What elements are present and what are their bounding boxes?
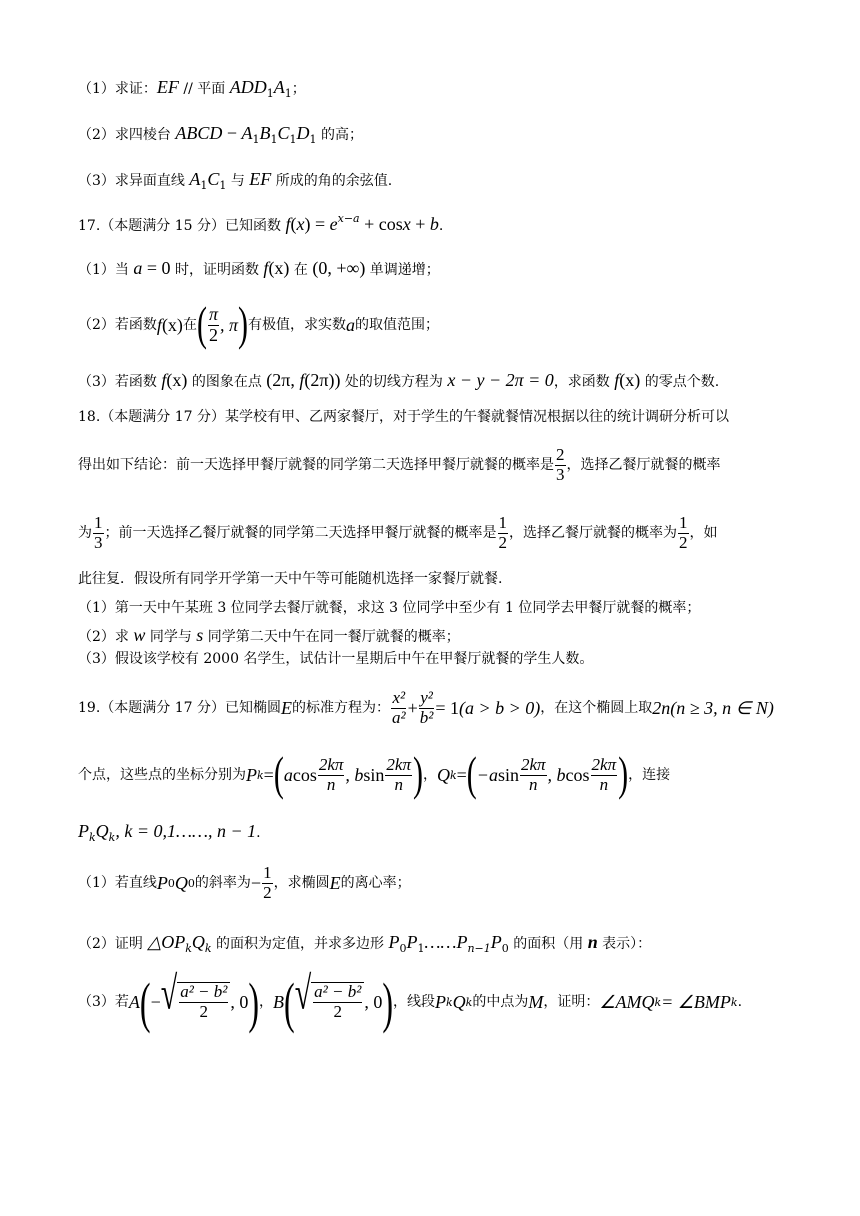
denominator: 2 — [208, 324, 218, 345]
math: f — [161, 370, 167, 390]
math: (2π, — [266, 370, 300, 390]
subscript: k — [449, 768, 457, 782]
text: 与 — [226, 173, 250, 189]
q19-part3 — [78, 968, 743, 1034]
math: (n ≥ 3, n ∈ N) — [670, 698, 774, 718]
text: 为 — [78, 525, 92, 541]
fraction — [391, 689, 407, 727]
denominator: 2 — [263, 882, 272, 902]
subscript: 1 — [284, 87, 292, 100]
fraction — [520, 756, 547, 794]
subscript: 1 — [270, 133, 278, 146]
math: = — [263, 765, 274, 785]
text: （1）第一天中午某班 3 位同学去餐厅就餐，求这 3 位同学中至少有 1 位同学去甲餐厅就餐的概率； — [78, 600, 701, 616]
subscript: k — [108, 831, 116, 844]
math: P — [156, 873, 168, 893]
subscript: 1 — [252, 133, 260, 146]
math: Q — [436, 765, 450, 785]
math: = ∠BMP — [661, 992, 731, 1012]
subscript: 1 — [200, 179, 208, 192]
math: n — [587, 932, 598, 952]
subscript: 1 — [219, 179, 227, 192]
math: EF — [156, 77, 179, 97]
numerator: π — [208, 303, 218, 324]
text: 个点，这些点的坐标分别为 — [78, 767, 246, 783]
math: ……P — [424, 932, 468, 952]
denominator: 3 — [556, 464, 565, 484]
math: (x) — [161, 315, 183, 335]
right-paren: ) — [248, 970, 260, 1034]
math: A — [241, 123, 253, 143]
text: （3）求异面直线 — [78, 173, 190, 189]
text: 有极值，求实数 — [248, 317, 346, 333]
denominator: a² — [391, 707, 406, 727]
left-paren: ( — [284, 970, 295, 1034]
text: ，在这个椭圆上取 — [540, 700, 653, 716]
subscript: k — [730, 995, 738, 1009]
denominator: 3 — [94, 532, 103, 552]
math: ) — [304, 214, 311, 234]
math: 2n — [652, 698, 671, 718]
text: ， — [422, 767, 437, 783]
q19-stem-line3 — [78, 822, 261, 843]
math: P — [246, 765, 257, 785]
math: , b — [345, 765, 364, 785]
math: a — [283, 765, 293, 785]
fraction — [313, 983, 362, 1021]
numerator: 1 — [94, 512, 103, 532]
text: 单调递增； — [365, 262, 440, 278]
math: P — [434, 992, 446, 1012]
q18-part2 — [78, 626, 460, 644]
subscript: k — [204, 942, 212, 955]
text: （3）若函数 — [78, 374, 162, 390]
fraction — [419, 689, 435, 727]
numerator: 1 — [263, 862, 272, 882]
text: ，如 — [689, 525, 718, 541]
right-paren: ) — [412, 747, 423, 801]
text: （1）当 — [78, 262, 134, 278]
math: sin — [497, 765, 519, 785]
math: P — [388, 932, 400, 952]
math: x — [296, 214, 305, 234]
text: 同学第二天中午在同一餐厅就餐的概率； — [203, 629, 460, 645]
math: w — [133, 625, 146, 645]
math: f — [156, 315, 162, 335]
text: ，连接 — [628, 767, 671, 783]
math: , π — [219, 315, 238, 335]
math: f — [263, 258, 269, 278]
math: e — [329, 214, 338, 234]
subscript: 0 — [399, 942, 407, 955]
math: f — [285, 214, 291, 234]
math: s — [196, 625, 204, 645]
math: f — [614, 370, 620, 390]
math: (a > b > 0) — [459, 698, 541, 718]
math: A — [128, 992, 140, 1012]
math: cos — [292, 765, 317, 785]
math: (0, +∞) — [312, 258, 366, 278]
text: 时，证明函数 — [170, 262, 264, 278]
text: ； — [291, 81, 306, 97]
math: + — [410, 214, 430, 234]
math: A — [189, 169, 201, 189]
square-root — [294, 968, 365, 1021]
math: = — [310, 214, 330, 234]
text: 得出如下结论：前一天选择甲餐厅就餐的同学第二天选择甲餐厅就餐的概率是 — [78, 457, 554, 473]
math: D — [296, 123, 310, 143]
q18-stem-line2 — [78, 443, 721, 487]
subscript: k — [654, 995, 662, 1009]
text: . — [737, 994, 743, 1010]
right-paren: ) — [382, 970, 393, 1034]
text: （3）假设该学校有 2000 名学生，试估计一星期后中午在甲餐厅就餐的学生人数。 — [78, 651, 594, 667]
text: 的中点为 — [472, 994, 529, 1010]
denominator: n — [394, 774, 403, 794]
text: ， — [259, 994, 274, 1010]
math: ADD — [229, 77, 267, 97]
q19-part2 — [78, 933, 651, 954]
math: , 0 — [230, 992, 249, 1012]
text: 的标准方程为： — [291, 700, 390, 716]
text: ，线段 — [392, 994, 435, 1010]
subscript: 1 — [417, 942, 425, 955]
left-paren: ( — [139, 970, 151, 1034]
math: = — [456, 765, 467, 785]
subscript: n−1 — [467, 942, 491, 955]
denominator: n — [529, 774, 538, 794]
text: 19.（本题满分 17 分）已知椭圆 — [78, 700, 281, 716]
q16-part2 — [78, 124, 363, 145]
math: EF — [249, 169, 272, 189]
text: （2）求 — [78, 629, 134, 645]
numerator: 2 — [556, 444, 565, 464]
math: Q — [95, 821, 109, 841]
text: 在 — [182, 317, 197, 333]
q18-stem-line1 — [78, 410, 729, 424]
denominator: 2 — [199, 1002, 209, 1021]
text: 此往复．假设所有同学开学第一天中午等可能随机选择一家餐厅就餐. — [78, 571, 503, 587]
text: // 平面 — [178, 81, 230, 97]
subscript: 1 — [309, 133, 317, 146]
text: ；前一天选择乙餐厅就餐的同学第二天选择甲餐厅就餐的概率是 — [104, 525, 497, 541]
q16-part3 — [78, 170, 392, 191]
math: B — [259, 123, 271, 143]
math: b — [429, 214, 439, 234]
math: − — [150, 992, 161, 1012]
numerator: 1 — [679, 512, 688, 532]
math: = 1 — [435, 698, 460, 718]
fraction — [678, 514, 689, 552]
text: 的面积为定值，并求多边形 — [211, 936, 389, 952]
math: x − y − 2π = 0 — [447, 370, 554, 390]
math: , b — [547, 765, 566, 785]
math: (x) — [268, 258, 290, 278]
numerator: y² — [420, 687, 433, 707]
fraction — [93, 514, 104, 552]
math: , 0 — [364, 992, 383, 1012]
math: − — [222, 123, 242, 143]
math: B — [273, 992, 285, 1012]
q18-stem-line4 — [78, 572, 502, 586]
math: P — [406, 932, 418, 952]
math: C — [207, 169, 220, 189]
text: 18.（本题满分 17 分）某学校有甲、乙两家餐厅，对于学生的午餐就餐情况根据以往的统计调研分析可以 — [78, 409, 729, 425]
denominator: 2 — [333, 1002, 342, 1021]
math: ( — [290, 214, 297, 234]
denominator: n — [326, 774, 336, 794]
fraction — [498, 514, 509, 552]
text: ，求椭圆 — [273, 875, 330, 891]
numerator: x² — [392, 687, 406, 707]
radical-sign: √ — [294, 968, 312, 1020]
fraction — [262, 864, 273, 902]
subscript: 0 — [187, 876, 195, 890]
numerator: 2kπ — [386, 754, 411, 774]
text: 的离心率； — [340, 875, 411, 891]
q19-stem-line2 — [78, 747, 671, 801]
q19-stem-line1 — [78, 686, 774, 730]
denominator: 2 — [498, 532, 507, 552]
fraction — [179, 983, 228, 1021]
numerator: a² − b² — [180, 982, 228, 1002]
text: 处的切线方程为 — [340, 374, 448, 390]
denominator: 2 — [679, 532, 688, 552]
math: a — [133, 258, 143, 278]
fraction — [208, 305, 219, 346]
denominator: b² — [419, 707, 434, 727]
subscript: k — [89, 831, 96, 844]
text: （1）若直线 — [78, 875, 157, 891]
fraction — [385, 756, 412, 794]
left-paren: ( — [273, 747, 284, 801]
math: Q — [452, 992, 466, 1012]
superscript: x−a — [337, 212, 360, 225]
denominator: n — [599, 774, 609, 794]
math: △OP — [147, 932, 186, 952]
q18-part1 — [78, 601, 700, 615]
math: A — [273, 77, 285, 97]
numerator: 1 — [498, 512, 507, 532]
math: ∠AMQ — [599, 992, 655, 1012]
subscript: k — [465, 995, 473, 1009]
math: (x) — [619, 370, 641, 390]
math: − — [250, 873, 262, 893]
math: ABCD — [175, 123, 223, 143]
math: E — [280, 698, 292, 718]
text: 的零点个数. — [640, 374, 720, 390]
text: 表示）： — [597, 936, 652, 952]
text: （3）若 — [78, 994, 129, 1010]
math: P — [490, 932, 502, 952]
right-paren: ) — [618, 747, 629, 801]
fraction — [318, 756, 345, 794]
radicand — [311, 982, 364, 1021]
math: + cos — [359, 214, 403, 234]
math: C — [277, 123, 290, 143]
text: 17.（本题满分 15 分）已知函数 — [78, 218, 286, 234]
q18-part3 — [78, 652, 593, 666]
math: E — [329, 873, 341, 893]
q17-part2 — [78, 297, 439, 351]
math: f — [299, 370, 305, 390]
text: （2）若函数 — [78, 317, 157, 333]
numerator: a² − b² — [314, 982, 362, 1002]
math: sin — [363, 765, 385, 785]
math: a — [346, 315, 355, 335]
text: 的图象在点 — [187, 374, 267, 390]
numerator: 2kπ — [318, 754, 344, 774]
text: 同学与 — [145, 629, 197, 645]
fraction — [591, 756, 618, 794]
math: Q — [191, 932, 205, 952]
q17-part1 — [78, 259, 440, 277]
square-root — [160, 968, 231, 1021]
right-paren: ) — [238, 297, 248, 351]
q19-part1 — [78, 861, 411, 905]
q18-stem-line3 — [78, 511, 718, 555]
math: (2π)) — [304, 370, 341, 390]
subscript: 0 — [167, 876, 175, 890]
left-paren: ( — [196, 297, 207, 351]
text: ，选择乙餐厅就餐的概率 — [566, 457, 721, 473]
text: . — [256, 825, 261, 841]
q17-stem — [78, 213, 443, 233]
math: , k = 0,1……, n − 1 — [115, 821, 257, 841]
text: 所成的角的余弦值. — [271, 173, 393, 189]
numerator: 2kπ — [520, 754, 546, 774]
radicand — [177, 982, 230, 1021]
subscript: 1 — [266, 87, 274, 100]
text: （2）证明 — [78, 936, 148, 952]
radical-sign: √ — [160, 968, 178, 1020]
math: M — [528, 992, 544, 1012]
text: 的面积（用 — [508, 936, 588, 952]
subscript: k — [185, 942, 192, 955]
text: ，证明： — [543, 994, 600, 1010]
math: P — [78, 821, 89, 841]
math: −a — [476, 765, 498, 785]
math: Q — [174, 873, 188, 893]
math: + — [407, 698, 418, 718]
text: 的高； — [316, 127, 363, 143]
left-paren: ( — [466, 747, 477, 801]
text: 在 — [289, 262, 313, 278]
text: （1）求证： — [78, 81, 157, 97]
subscript: k — [257, 768, 264, 782]
text: 的斜率为 — [194, 875, 251, 891]
q17-part3 — [78, 371, 719, 389]
subscript: k — [445, 995, 453, 1009]
text: （2）求四棱台 — [78, 127, 176, 143]
subscript: 0 — [501, 942, 509, 955]
text: 的取值范围； — [355, 317, 439, 333]
text: . — [438, 218, 444, 234]
numerator: 2kπ — [591, 754, 617, 774]
fraction — [555, 446, 566, 484]
text: ，求函数 — [553, 374, 615, 390]
q16-part1 — [78, 78, 306, 99]
text: ，选择乙餐厅就餐的概率为 — [509, 525, 677, 541]
math: (x) — [166, 370, 188, 390]
subscript: 1 — [289, 133, 297, 146]
math: x — [402, 214, 411, 234]
math: cos — [565, 765, 590, 785]
math: = 0 — [142, 258, 171, 278]
